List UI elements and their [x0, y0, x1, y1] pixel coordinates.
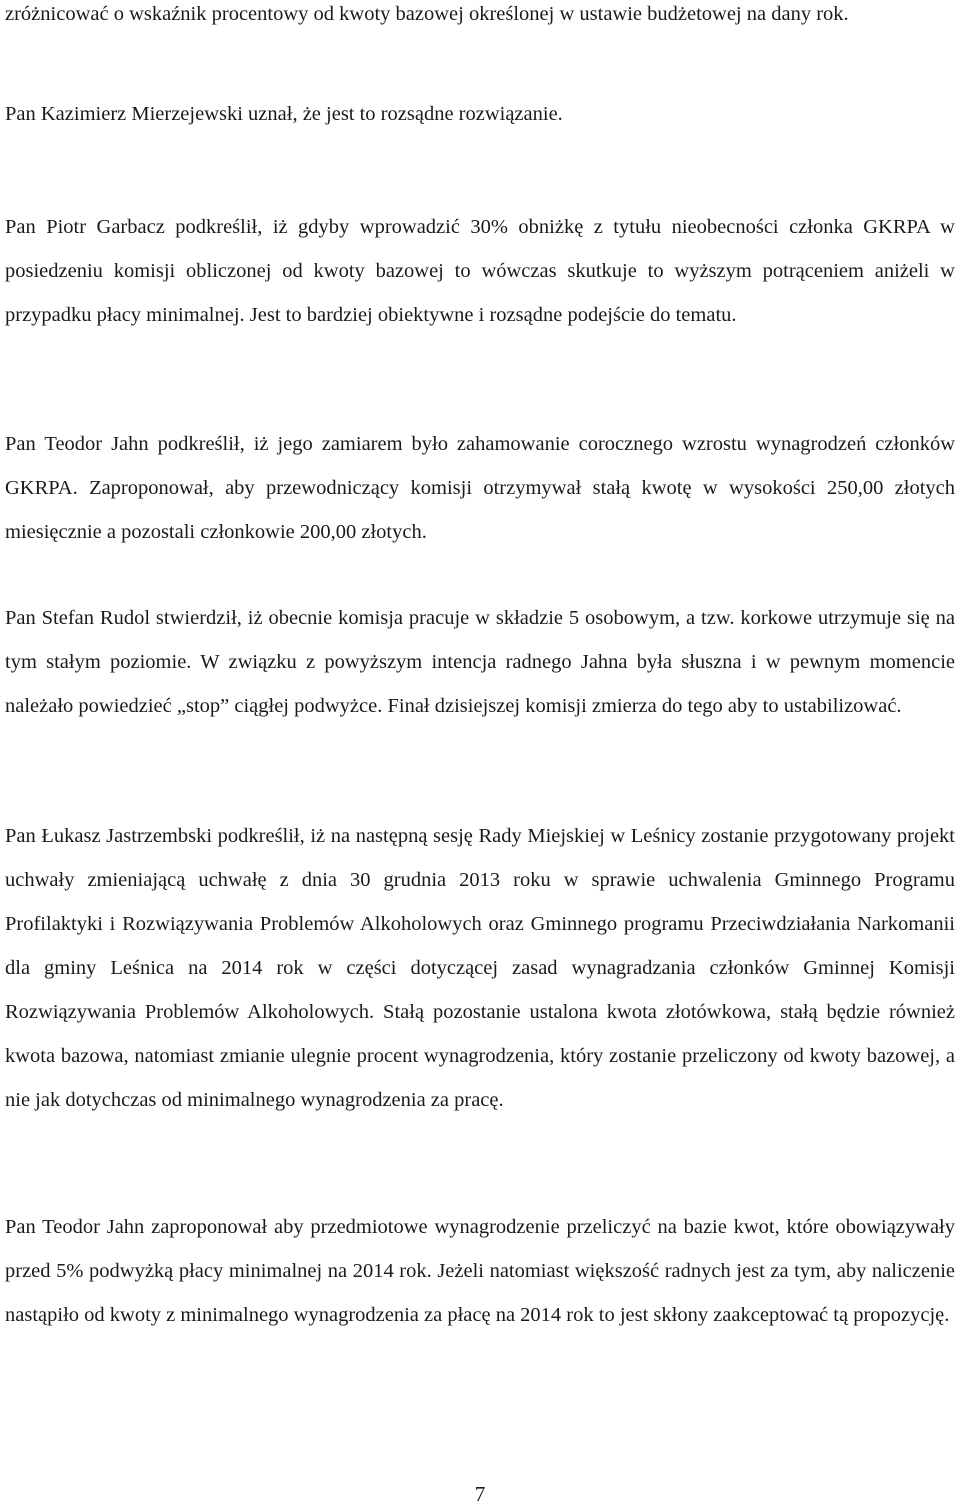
- paragraph-jahn-first: Pan Teodor Jahn podkreślił, iż jego zamiarem było zahamowanie corocznego wzrostu wynagrodzeń członków GKRPA. Zaproponował, aby przewodniczący komisji otrzymywał stałą kwotę w wysokości 250,00 złotych miesięcznie a pozostali członkowie 200,00 złotych.: [5, 433, 955, 543]
- page-number: 7: [474, 1482, 486, 1506]
- paragraph-mierzejewski: Pan Kazimierz Mierzejewski uznał, że jest to rozsądne rozwiązanie.: [5, 103, 563, 125]
- paragraph-garbacz: Pan Piotr Garbacz podkreślił, iż gdyby wprowadzić 30% obniżkę z tytułu nieobecności członka GKRPA w posiedzeniu komisji obliczonej od kwoty bazowej to wówczas skutkuje to wyższym potrąceniem aniżeli w przypadku płacy minimalnej. Jest to bardziej obiektywne i rozsądne podejście do tematu.: [5, 216, 955, 326]
- paragraph-jastrzembski: Pan Łukasz Jastrzembski podkreślił, iż na następną sesję Rady Miejskiej w Leśnicy zostanie przygotowany projekt uchwały zmieniającą uchwałę z dnia 30 grudnia 2013 roku w sprawie uchwalenia Gminnego Programu Profilaktyki i Rozwiązywania Problemów Alkoholowych oraz Gminnego programu Przeciwdziałania Narkomanii dla gminy Leśnica na 2014 rok w części dotyczącej zasad wynagradzania członków Gminnej Komisji Rozwiązywania Problemów Alkoholowych. Stałą pozostanie ustalona kwota złotówkowa, stałą będzie również kwota bazowa, natomiast zmianie ulegnie procent wynagrodzenia, który zostanie przeliczony od kwoty bazowej, a nie jak dotychczas od minimalnego wynagrodzenia za pracę.: [5, 825, 955, 1111]
- paragraph-continuation: zróżnicować o wskaźnik procentowy od kwoty bazowej określonej w ustawie budżetowej na dany rok.: [5, 3, 849, 25]
- paragraph-jahn-second: Pan Teodor Jahn zaproponował aby przedmiotowe wynagrodzenie przeliczyć na bazie kwot, które obowiązywały przed 5% podwyżką płacy minimalnej na 2014 rok. Jeżeli natomiast większość radnych jest za tym, aby naliczenie nastąpiło od kwoty z minimalnego wynagrodzenia za płacę na 2014 rok to jest skłony zaakceptować tą propozycję.: [5, 1216, 955, 1326]
- paragraph-rudol: Pan Stefan Rudol stwierdził, iż obecnie komisja pracuje w składzie 5 osobowym, a tzw. korkowe utrzymuje się na tym stałym poziomie. W związku z powyższym intencja radnego Jahna była słuszna i w pewnym momencie należało powiedzieć „stop” ciągłej podwyżce. Finał dzisiejszej komisji zmierza do tego aby to ustabilizować.: [5, 607, 955, 717]
